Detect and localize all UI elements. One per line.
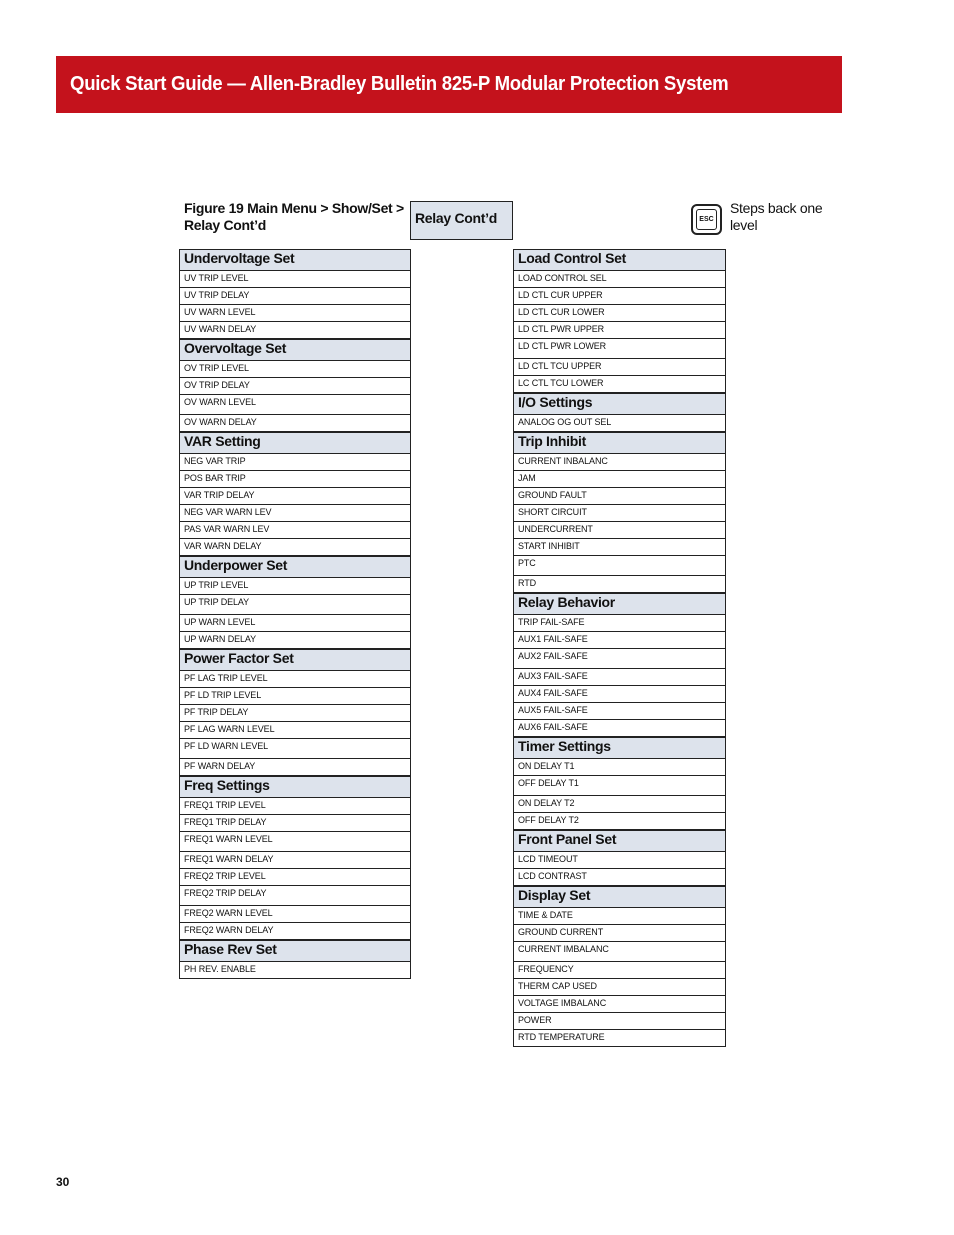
menu-item-short-circuit: SHORT CIRCUIT <box>513 505 726 522</box>
menu-item-aux4-fail-safe: AUX4 FAIL-SAFE <box>513 686 726 703</box>
left-menu-column <box>179 249 411 979</box>
menu-item-neg-var-trip: NEG VAR TRIP <box>179 454 411 471</box>
menu-item-power: POWER <box>513 1013 726 1030</box>
menu-item-up-trip-level: UP TRIP LEVEL <box>179 578 411 595</box>
menu-item-ov-trip-level: OV TRIP LEVEL <box>179 361 411 378</box>
menu-item-ov-trip-delay: OV TRIP DELAY <box>179 378 411 395</box>
menu-item-pf-lag-trip-level: PF LAG TRIP LEVEL <box>179 671 411 688</box>
section-header-i-o-settings: I/O Settings <box>513 393 726 415</box>
menu-item-lcd-timeout: LCD TIMEOUT <box>513 852 726 869</box>
menu-item-analog-og-out-sel: ANALOG OG OUT SEL <box>513 415 726 432</box>
menu-item-ground-current: GROUND CURRENT <box>513 925 726 942</box>
section-header-overvoltage-set: Overvoltage Set <box>179 339 411 361</box>
menu-item-undercurrent: UNDERCURRENT <box>513 522 726 539</box>
menu-item-pos-bar-trip: POS BAR TRIP <box>179 471 411 488</box>
menu-item-load-control-sel: LOAD CONTROL SEL <box>513 271 726 288</box>
menu-item-aux5-fail-safe: AUX5 FAIL-SAFE <box>513 703 726 720</box>
section-header-trip-inhibit: Trip Inhibit <box>513 432 726 454</box>
menu-item-lc-ctl-tcu-lower: LC CTL TCU LOWER <box>513 376 726 393</box>
esc-key-label: ESC <box>696 209 717 230</box>
menu-item-ld-ctl-pwr-upper: LD CTL PWR UPPER <box>513 322 726 339</box>
menu-item-uv-trip-level: UV TRIP LEVEL <box>179 271 411 288</box>
menu-item-on-delay-t2: ON DELAY T2 <box>513 796 726 813</box>
section-header-power-factor-set: Power Factor Set <box>179 649 411 671</box>
page-number: 30 <box>56 1175 70 1189</box>
menu-item-voltage-imbalanc: VOLTAGE IMBALANC <box>513 996 726 1013</box>
section-header-underpower-set: Underpower Set <box>179 556 411 578</box>
relay-contd-box: Relay Cont’d <box>410 201 513 240</box>
menu-item-pf-ld-warn-level: PF LD WARN LEVEL <box>179 739 411 759</box>
section-header-load-control-set: Load Control Set <box>513 249 726 271</box>
menu-item-var-warn-delay: VAR WARN DELAY <box>179 539 411 556</box>
menu-item-time-date: TIME & DATE <box>513 908 726 925</box>
menu-item-pf-ld-trip-level: PF LD TRIP LEVEL <box>179 688 411 705</box>
menu-item-var-trip-delay: VAR TRIP DELAY <box>179 488 411 505</box>
page-title: Quick Start Guide — Allen-Bradley Bulletin 825-P Modular Protection System <box>70 73 729 95</box>
menu-item-freq1-warn-delay: FREQ1 WARN DELAY <box>179 852 411 869</box>
section-header-display-set: Display Set <box>513 886 726 908</box>
menu-item-jam: JAM <box>513 471 726 488</box>
menu-item-pf-lag-warn-level: PF LAG WARN LEVEL <box>179 722 411 739</box>
menu-item-aux6-fail-safe: AUX6 FAIL-SAFE <box>513 720 726 737</box>
menu-item-uv-warn-level: UV WARN LEVEL <box>179 305 411 322</box>
menu-item-start-inhibit: START INHIBIT <box>513 539 726 556</box>
menu-item-aux2-fail-safe: AUX2 FAIL-SAFE <box>513 649 726 669</box>
menu-item-therm-cap-used: THERM CAP USED <box>513 979 726 996</box>
figure-caption: Figure 19 Main Menu > Show/Set > Relay Cont’d <box>184 200 404 233</box>
menu-item-pf-trip-delay: PF TRIP DELAY <box>179 705 411 722</box>
section-header-phase-rev-set: Phase Rev Set <box>179 940 411 962</box>
menu-item-freq2-trip-level: FREQ2 TRIP LEVEL <box>179 869 411 886</box>
menu-item-current-inbalanc: CURRENT INBALANC <box>513 454 726 471</box>
menu-item-uv-warn-delay: UV WARN DELAY <box>179 322 411 339</box>
menu-item-lcd-contrast: LCD CONTRAST <box>513 869 726 886</box>
menu-item-freq2-warn-level: FREQ2 WARN LEVEL <box>179 906 411 923</box>
menu-item-uv-trip-delay: UV TRIP DELAY <box>179 288 411 305</box>
section-header-var-setting: VAR Setting <box>179 432 411 454</box>
menu-item-ground-fault: GROUND FAULT <box>513 488 726 505</box>
section-header-front-panel-set: Front Panel Set <box>513 830 726 852</box>
menu-item-aux1-fail-safe: AUX1 FAIL-SAFE <box>513 632 726 649</box>
menu-item-aux3-fail-safe: AUX3 FAIL-SAFE <box>513 669 726 686</box>
menu-item-freq1-trip-delay: FREQ1 TRIP DELAY <box>179 815 411 832</box>
menu-item-freq2-warn-delay: FREQ2 WARN DELAY <box>179 923 411 940</box>
menu-item-up-warn-delay: UP WARN DELAY <box>179 632 411 649</box>
menu-item-frequency: FREQUENCY <box>513 962 726 979</box>
menu-item-ld-ctl-cur-upper: LD CTL CUR UPPER <box>513 288 726 305</box>
section-header-relay-behavior: Relay Behavior <box>513 593 726 615</box>
menu-item-ld-ctl-tcu-upper: LD CTL TCU UPPER <box>513 359 726 376</box>
menu-item-rtd: RTD <box>513 576 726 593</box>
esc-key-icon <box>691 204 722 235</box>
menu-item-trip-fail-safe: TRIP FAIL-SAFE <box>513 615 726 632</box>
menu-item-freq1-warn-level: FREQ1 WARN LEVEL <box>179 832 411 852</box>
menu-item-pas-var-warn-lev: PAS VAR WARN LEV <box>179 522 411 539</box>
menu-item-neg-var-warn-lev: NEG VAR WARN LEV <box>179 505 411 522</box>
menu-item-rtd-temperature: RTD TEMPERATURE <box>513 1030 726 1047</box>
menu-item-ld-ctl-pwr-lower: LD CTL PWR LOWER <box>513 339 726 359</box>
menu-item-on-delay-t1: ON DELAY T1 <box>513 759 726 776</box>
menu-item-off-delay-t1: OFF DELAY T1 <box>513 776 726 796</box>
menu-item-current-imbalanc: CURRENT IMBALANC <box>513 942 726 962</box>
section-header-undervoltage-set: Undervoltage Set <box>179 249 411 271</box>
section-header-timer-settings: Timer Settings <box>513 737 726 759</box>
menu-item-pf-warn-delay: PF WARN DELAY <box>179 759 411 776</box>
esc-description: Steps back one level <box>730 200 823 233</box>
menu-item-ov-warn-level: OV WARN LEVEL <box>179 395 411 415</box>
menu-item-freq2-trip-delay: FREQ2 TRIP DELAY <box>179 886 411 906</box>
menu-item-up-warn-level: UP WARN LEVEL <box>179 615 411 632</box>
menu-item-ld-ctl-cur-lower: LD CTL CUR LOWER <box>513 305 726 322</box>
menu-item-ph-rev-enable: PH REV. ENABLE <box>179 962 411 979</box>
menu-item-ptc: PTC <box>513 556 726 576</box>
section-header-freq-settings: Freq Settings <box>179 776 411 798</box>
menu-item-up-trip-delay: UP TRIP DELAY <box>179 595 411 615</box>
menu-item-ov-warn-delay: OV WARN DELAY <box>179 415 411 432</box>
right-menu-column <box>513 249 726 1047</box>
menu-item-off-delay-t2: OFF DELAY T2 <box>513 813 726 830</box>
header-banner <box>56 56 842 113</box>
menu-item-freq1-trip-level: FREQ1 TRIP LEVEL <box>179 798 411 815</box>
